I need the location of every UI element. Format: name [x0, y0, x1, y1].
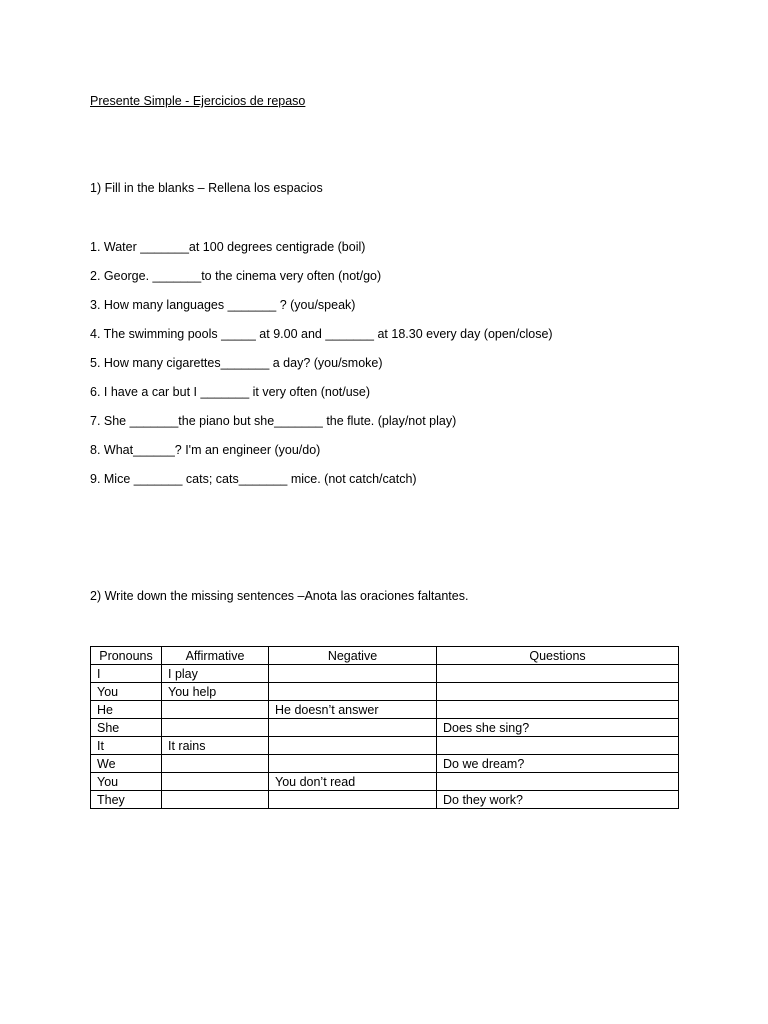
- table-row: [91, 791, 679, 809]
- conjugation-table: [90, 646, 679, 809]
- cell-question: Do we dream?: [437, 755, 679, 773]
- table-row: [91, 719, 679, 737]
- cell-negative: He doesn’t answer: [269, 701, 437, 719]
- cell-affirmative: I play: [162, 665, 269, 683]
- cell-question: Do they work?: [437, 791, 679, 809]
- cell-affirmative: [162, 701, 269, 719]
- exercise-item: 1. Water _______at 100 degrees centigrade (boil): [90, 240, 366, 254]
- exercise-item: 2. George. _______to the cinema very often (not/go): [90, 269, 382, 283]
- cell-negative: [269, 737, 437, 755]
- cell-pronoun: It: [91, 737, 162, 755]
- exercise-item: 9. Mice _______ cats; cats_______ mice. (not catch/catch): [90, 472, 417, 486]
- cell-negative: [269, 683, 437, 701]
- exercise-item: 3. How many languages _______ ? (you/speak): [90, 298, 356, 312]
- cell-question: [437, 737, 679, 755]
- section2-heading: 2) Write down the missing sentences –Anota las oraciones faltantes.: [90, 589, 469, 603]
- header-questions: Questions: [437, 647, 679, 665]
- exercise-list: [90, 240, 553, 501]
- cell-negative: You don’t read: [269, 773, 437, 791]
- cell-affirmative: It rains: [162, 737, 269, 755]
- exercise-item: 4. The swimming pools _____ at 9.00 and _______ at 18.30 every day (open/close): [90, 327, 553, 341]
- table-row: [91, 701, 679, 719]
- cell-affirmative: [162, 773, 269, 791]
- section1-heading: 1) Fill in the blanks – Rellena los espacios: [90, 181, 323, 195]
- cell-negative: [269, 791, 437, 809]
- cell-negative: [269, 755, 437, 773]
- cell-pronoun: He: [91, 701, 162, 719]
- table-row: [91, 755, 679, 773]
- cell-question: [437, 773, 679, 791]
- cell-pronoun: They: [91, 791, 162, 809]
- table-row: [91, 737, 679, 755]
- exercise-item: 8. What______? I'm an engineer (you/do): [90, 443, 321, 457]
- header-pronouns: Pronouns: [91, 647, 162, 665]
- table-row: [91, 773, 679, 791]
- document-title: Presente Simple - Ejercicios de repaso: [90, 94, 306, 108]
- cell-negative: [269, 665, 437, 683]
- cell-question: Does she sing?: [437, 719, 679, 737]
- exercise-item: 6. I have a car but I _______ it very often (not/use): [90, 385, 371, 399]
- cell-pronoun: She: [91, 719, 162, 737]
- table-row: [91, 683, 679, 701]
- cell-affirmative: You help: [162, 683, 269, 701]
- cell-pronoun: I: [91, 665, 162, 683]
- table-header-row: [91, 647, 679, 665]
- table-row: [91, 665, 679, 683]
- cell-pronoun: We: [91, 755, 162, 773]
- cell-negative: [269, 719, 437, 737]
- exercise-item: 7. She _______the piano but she_______ the flute. (play/not play): [90, 414, 457, 428]
- cell-question: [437, 701, 679, 719]
- cell-affirmative: [162, 755, 269, 773]
- cell-question: [437, 683, 679, 701]
- cell-affirmative: [162, 719, 269, 737]
- header-affirmative: Affirmative: [162, 647, 269, 665]
- cell-affirmative: [162, 791, 269, 809]
- cell-pronoun: You: [91, 683, 162, 701]
- header-negative: Negative: [269, 647, 437, 665]
- cell-pronoun: You: [91, 773, 162, 791]
- exercise-item: 5. How many cigarettes_______ a day? (you/smoke): [90, 356, 383, 370]
- cell-question: [437, 665, 679, 683]
